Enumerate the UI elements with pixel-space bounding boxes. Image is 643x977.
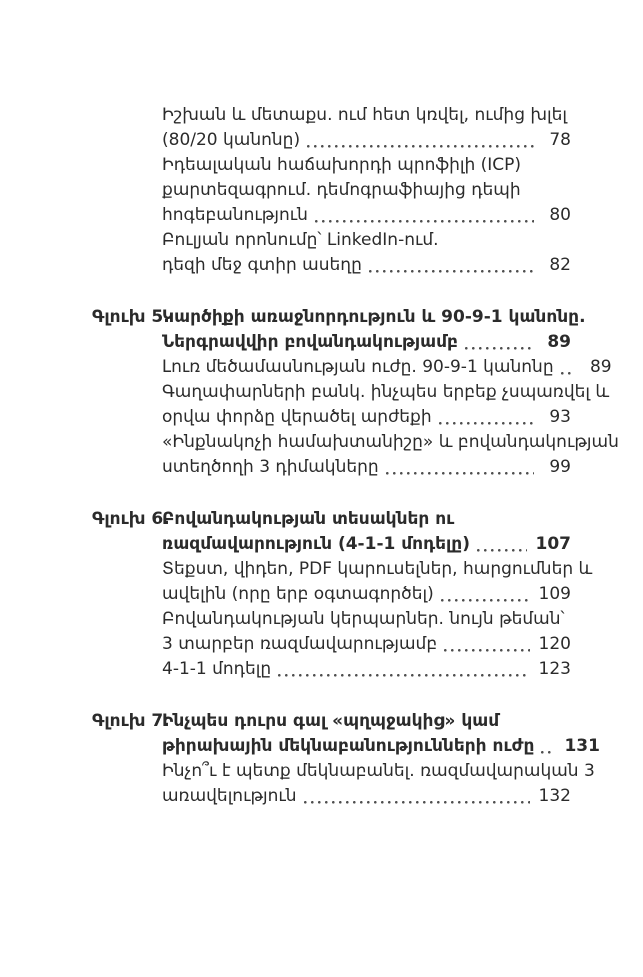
entry-text: ստեղծողի 3 դիմակները bbox=[162, 457, 379, 477]
toc-entry bbox=[92, 430, 619, 480]
entry-text: 4-1-1 մոդելը bbox=[162, 659, 272, 679]
entry-text: Տեքստ, վիդեո, PDF կարուսելներ, հարցումներ և bbox=[162, 559, 593, 579]
chapter-title-text: Կարծիքի առաջնորդություն և 90-9-1 կանոնը. bbox=[162, 307, 586, 327]
entry-text: հոգեբանություն bbox=[162, 205, 308, 225]
toc-chapter-7 bbox=[92, 709, 600, 809]
page-number: 123 bbox=[538, 659, 571, 679]
toc-continuation-entries bbox=[92, 103, 571, 278]
toc-entry bbox=[92, 103, 571, 153]
toc-chapter-5 bbox=[92, 305, 619, 480]
page-number: 82 bbox=[549, 255, 571, 275]
dot-leader bbox=[465, 330, 534, 355]
entry-text: դեզի մեջ գտիր ասեղը bbox=[162, 255, 362, 275]
entry-text: Գաղափարների բանկ. ինչպես երբեք չսպառվել և bbox=[162, 382, 610, 402]
entry-text: «Ինքնակոչի համախտանիշը» և բովանդակության bbox=[162, 432, 619, 452]
page-number: 109 bbox=[538, 584, 571, 604]
entry-text: Իշխան և մետաքս. ում հետ կռվել, ումից խլել bbox=[162, 105, 568, 125]
dot-leader bbox=[369, 253, 534, 278]
chapter-title-line bbox=[92, 532, 571, 557]
toc-entry bbox=[92, 607, 571, 657]
toc-line bbox=[92, 784, 571, 809]
chapter-title-line bbox=[92, 734, 600, 759]
chapter-title-line bbox=[92, 330, 571, 355]
chapter-title-text: ռազմավարություն (4-1-1 մոդելը) bbox=[162, 534, 470, 554]
page-number: 80 bbox=[549, 205, 571, 225]
toc-line bbox=[92, 128, 571, 153]
dot-leader bbox=[315, 203, 534, 228]
chapter-title-line bbox=[92, 507, 571, 532]
page-number: 89 bbox=[547, 332, 571, 352]
entry-text: (80/20 կանոնը) bbox=[162, 130, 301, 150]
toc-line bbox=[92, 178, 571, 203]
entry-text: Իդեալական հաճախորդի պրոֆիլի (ICP) bbox=[162, 155, 522, 175]
toc-entry bbox=[92, 759, 595, 809]
toc-entry bbox=[92, 153, 571, 228]
toc-line bbox=[92, 557, 593, 582]
dot-leader bbox=[278, 657, 529, 682]
toc-line bbox=[92, 430, 619, 455]
chapter-title-text: Բովանդակության տեսակներ ու bbox=[162, 509, 455, 529]
chapter-title-line bbox=[92, 305, 586, 330]
toc-line bbox=[92, 380, 610, 405]
entry-text: Բովանդակության կերպարներ. նույն թեման՝ bbox=[162, 609, 565, 629]
toc-chapter-6 bbox=[92, 507, 593, 682]
toc-line bbox=[92, 355, 612, 380]
chapter-title-line bbox=[92, 709, 571, 734]
entry-text: Բուլյան որոնումը՝ LinkedIn-ում. bbox=[162, 230, 439, 250]
page-number: 89 bbox=[589, 357, 612, 377]
entry-text: 3 տարբեր ռազմավարությամբ bbox=[162, 634, 438, 654]
dot-leader bbox=[439, 405, 534, 430]
page-number: 120 bbox=[538, 634, 571, 654]
toc-line bbox=[92, 582, 571, 607]
dot-leader bbox=[386, 455, 534, 480]
entry-text: քարտեզագրում. դեմոգրաֆիայից դեպի bbox=[162, 180, 521, 200]
dot-leader bbox=[304, 784, 530, 809]
page-number: 131 bbox=[564, 736, 600, 756]
toc-line bbox=[92, 153, 571, 178]
toc-entry bbox=[92, 228, 571, 278]
entry-text: Ինչո՞ւ է պետք մեկնաբանել. ռազմավարական 3 bbox=[162, 761, 595, 781]
toc-line bbox=[92, 455, 571, 480]
toc-line bbox=[92, 103, 571, 128]
page-number: 93 bbox=[549, 407, 571, 427]
dot-leader bbox=[561, 355, 575, 380]
toc-line bbox=[92, 657, 571, 682]
entry-text: Լուռ մեծամասնության ուժը. 90-9-1 կանոնը bbox=[162, 357, 554, 377]
dot-leader bbox=[441, 582, 530, 607]
chapter-title-text: Ներգրավվիր բովանդակությամբ bbox=[162, 332, 458, 352]
toc-line bbox=[92, 253, 571, 278]
page-number: 99 bbox=[549, 457, 571, 477]
entry-text: ավելին (որը երբ օգտագործել) bbox=[162, 584, 434, 604]
toc-entry bbox=[92, 557, 593, 607]
dot-leader bbox=[477, 532, 527, 557]
entry-text: օրվա փորձը վերածել արժեքի bbox=[162, 407, 432, 427]
dot-leader bbox=[541, 734, 555, 759]
page-number: 78 bbox=[549, 130, 571, 150]
toc-entry bbox=[92, 657, 571, 682]
chapter-label: Գլուխ 5. bbox=[92, 307, 170, 327]
toc-entry bbox=[92, 380, 610, 430]
chapter-label: Գլուխ 6. bbox=[92, 509, 170, 529]
chapter-label: Գլուխ 7. bbox=[92, 711, 170, 731]
toc-line bbox=[92, 759, 595, 784]
toc-line bbox=[92, 203, 571, 228]
page-number: 132 bbox=[538, 786, 571, 806]
toc-line bbox=[92, 228, 571, 253]
entry-text: առավելություն bbox=[162, 786, 297, 806]
dot-leader bbox=[444, 632, 529, 657]
toc-entry bbox=[92, 355, 612, 380]
toc-line bbox=[92, 405, 571, 430]
toc-line bbox=[92, 632, 571, 657]
page-number: 107 bbox=[535, 534, 571, 554]
chapter-title-text: թիրախային մեկնաբանությունների ուժը bbox=[162, 736, 535, 756]
chapter-title-text: Ինչպես դուրս գալ «պղպջակից» կամ bbox=[162, 711, 500, 731]
toc-line bbox=[92, 607, 571, 632]
dot-leader bbox=[307, 128, 534, 153]
